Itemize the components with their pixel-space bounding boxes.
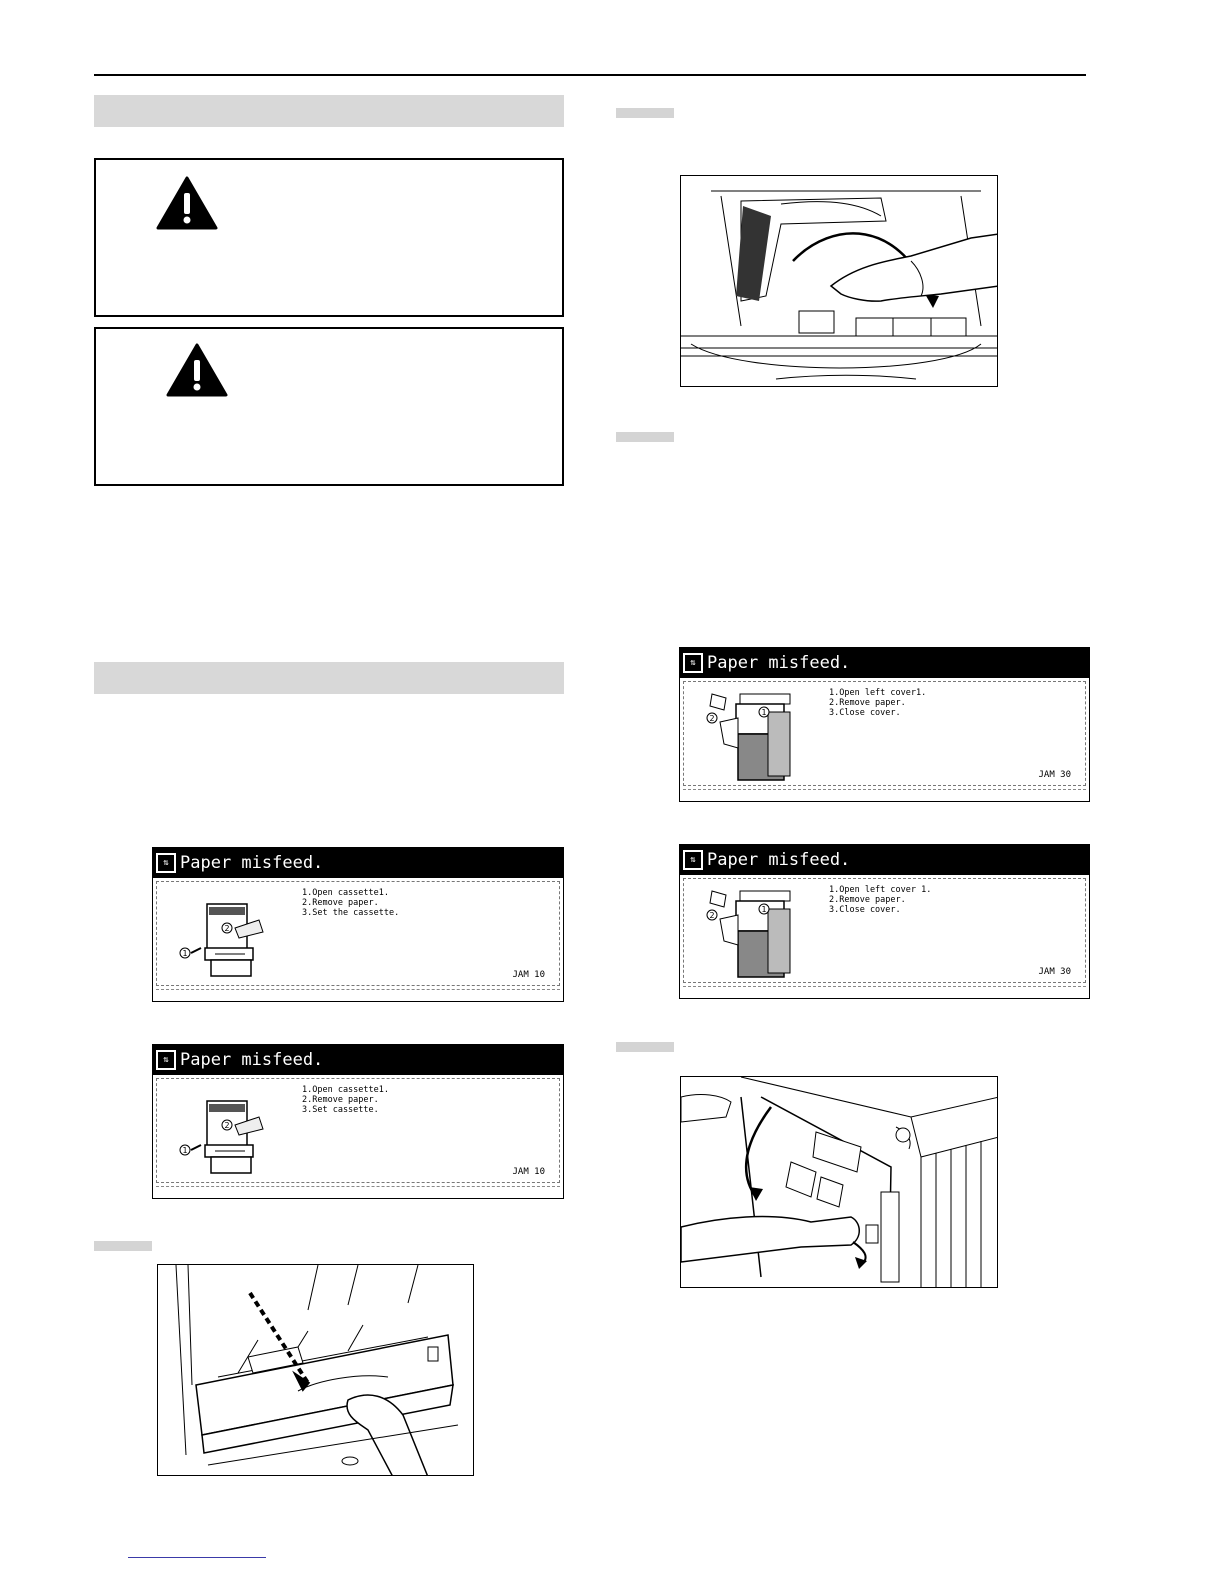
screen-steps bbox=[829, 688, 926, 718]
step-line: 2.Remove paper. bbox=[302, 1095, 379, 1105]
warning-triangle-icon bbox=[166, 343, 228, 397]
screen-body bbox=[156, 881, 560, 986]
screen-body bbox=[683, 878, 1086, 983]
screen-steps bbox=[302, 1085, 389, 1115]
step-line: 3.Close cover. bbox=[829, 708, 901, 718]
misfeed-screen-cassette-alt bbox=[152, 1044, 564, 1199]
step-marker-2 bbox=[616, 108, 674, 118]
paper-misfeed-icon: ⇅ bbox=[683, 850, 703, 870]
screen-footer bbox=[683, 789, 1086, 800]
callout-label: 2 bbox=[709, 714, 715, 723]
step-line: 2.Remove paper. bbox=[302, 898, 379, 908]
step-line: 3.Close cover. bbox=[829, 905, 901, 915]
callout-label: 1 bbox=[182, 949, 188, 958]
callout-label: 1 bbox=[182, 1146, 188, 1155]
step-line: 1.Open left cover 1. bbox=[829, 885, 932, 895]
screen-title: Paper misfeed. bbox=[180, 1050, 324, 1070]
screen-title: Paper misfeed. bbox=[707, 850, 851, 870]
paper-misfeed-icon: ⇅ bbox=[156, 1050, 176, 1070]
open-cassette-illustration bbox=[157, 1264, 474, 1476]
jam-code: JAM 30 bbox=[1038, 967, 1071, 977]
copier-cassette-diagram bbox=[175, 1095, 270, 1177]
screen-header bbox=[153, 848, 563, 878]
screen-body bbox=[156, 1078, 560, 1183]
jam-code: JAM 10 bbox=[512, 1167, 545, 1177]
callout-label: 2 bbox=[224, 1121, 230, 1130]
step-line: 1.Open cassette1. bbox=[302, 1085, 389, 1095]
section-header-bar-2 bbox=[94, 662, 564, 694]
screen-title: Paper misfeed. bbox=[707, 653, 851, 673]
remove-paper-illustration bbox=[680, 175, 998, 387]
screen-steps bbox=[829, 885, 931, 915]
step-line: 2.Remove paper. bbox=[829, 698, 906, 708]
section-header-bar bbox=[94, 95, 564, 127]
paper-misfeed-icon: ⇅ bbox=[683, 653, 703, 673]
screen-header bbox=[680, 648, 1089, 678]
screen-header bbox=[680, 845, 1089, 875]
callout-label: 2 bbox=[224, 924, 230, 933]
copier-cassette-diagram bbox=[175, 898, 270, 980]
copier-left-cover-diagram bbox=[702, 885, 802, 981]
step-line: 3.Set cassette. bbox=[302, 1105, 379, 1115]
warning-box bbox=[94, 158, 564, 317]
step-line: 2.Remove paper. bbox=[829, 895, 906, 905]
step-line: 3.Set the cassette. bbox=[302, 908, 400, 918]
warning-triangle-icon bbox=[156, 176, 218, 230]
step-marker-4 bbox=[616, 1042, 674, 1052]
screen-footer bbox=[156, 1186, 560, 1197]
callout-label: 2 bbox=[709, 911, 715, 920]
screen-body bbox=[683, 681, 1086, 786]
step-marker-3 bbox=[616, 432, 674, 442]
callout-label: 1 bbox=[761, 708, 767, 717]
open-left-cover-illustration bbox=[680, 1076, 998, 1288]
callout-label: 1 bbox=[761, 905, 767, 914]
cassette-drawing bbox=[158, 1265, 474, 1476]
step-marker-1 bbox=[94, 1241, 152, 1251]
misfeed-screen-left-cover-alt bbox=[679, 844, 1090, 999]
misfeed-screen-left-cover bbox=[679, 647, 1090, 802]
caution-box bbox=[94, 327, 564, 486]
screen-footer bbox=[683, 986, 1086, 997]
screen-header bbox=[153, 1045, 563, 1075]
paper-misfeed-icon: ⇅ bbox=[156, 853, 176, 873]
misfeed-screen-cassette bbox=[152, 847, 564, 1002]
screen-title: Paper misfeed. bbox=[180, 853, 324, 873]
step-line: 1.Open cassette1. bbox=[302, 888, 389, 898]
screen-footer bbox=[156, 989, 560, 1000]
screen-steps bbox=[302, 888, 399, 918]
remove-paper-drawing bbox=[681, 176, 998, 387]
jam-code: JAM 10 bbox=[512, 970, 545, 980]
jam-code: JAM 30 bbox=[1038, 770, 1071, 780]
top-rule bbox=[94, 74, 1086, 76]
footnote-link-line bbox=[128, 1557, 266, 1558]
left-cover-drawing bbox=[681, 1077, 998, 1288]
copier-left-cover-diagram bbox=[702, 688, 802, 784]
step-line: 1.Open left cover1. bbox=[829, 688, 927, 698]
